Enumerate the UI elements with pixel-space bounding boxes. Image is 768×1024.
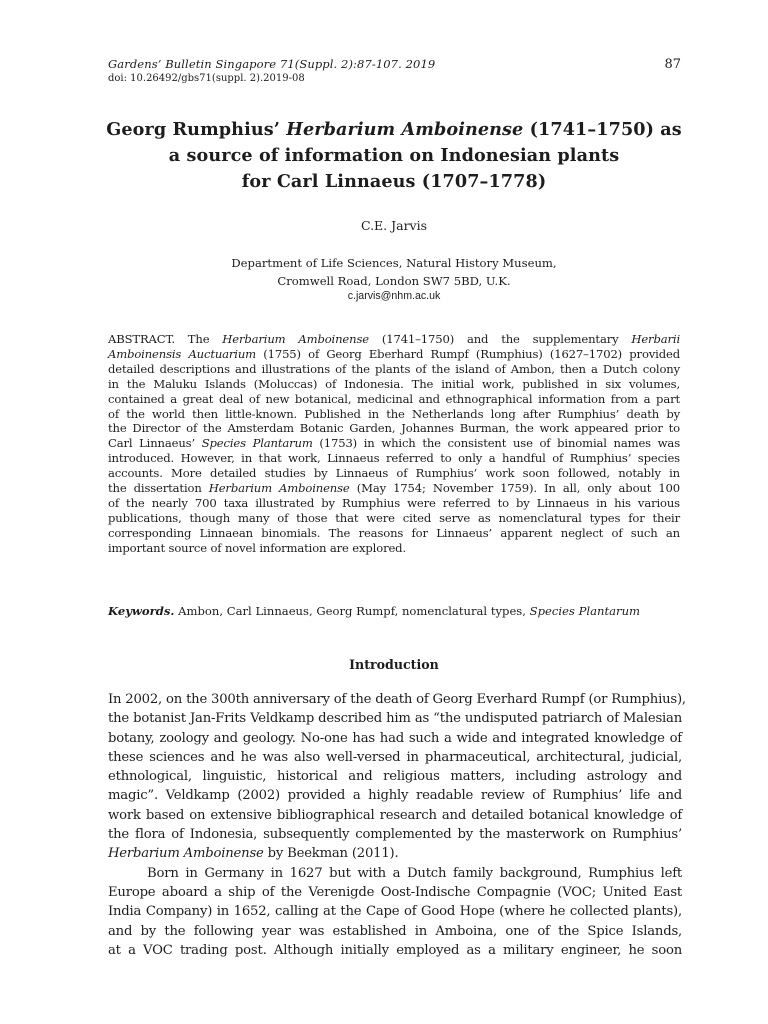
body-line: the botanist Jan-Frits Veldkamp described him as “the undisputed patriarch of Malesian xyxy=(108,711,682,727)
body-line: at a VOC trading post. Although initially employed as a military engineer, he soon xyxy=(108,942,682,958)
abstract-line: of the nearly 700 taxa illustrated by Rumphius were referred to by Linnaeus in his various xyxy=(108,495,680,510)
body-line: these sciences and he was also well-versed in pharmaceutical, architectural, judicial, xyxy=(108,749,682,765)
doi: doi: 10.26492/gbs71(suppl. 2).2019-08 xyxy=(108,73,305,84)
abstract-line: accounts. More detailed studies by Linnaeus of Rumphius’ work soon followed, notably in xyxy=(108,466,680,481)
abstract-line: the dissertation Herbarium Amboinense (May 1754; November 1759). In all, only about 100 xyxy=(108,481,680,496)
keywords: Keywords. Ambon, Carl Linnaeus, Georg Rumpf, nomenclatural types, Species Plantarum xyxy=(108,604,641,618)
abstract-line: publications, though many of those that were cited serve as nomenclatural types for their xyxy=(108,510,680,525)
abstract-line: detailed descriptions and illustrations of the plants of the island of Ambon, then a Dutch colony xyxy=(108,361,680,376)
abstract-line: of the world then little-known. Published in the Netherlands long after Rumphius’ death by xyxy=(108,406,680,421)
abstract-line: contained a great deal of new botanical, medicinal and ethnographical information from a part xyxy=(108,391,680,406)
abstract-line: introduced. However, in that work, Linnaeus referred to only a handful of Rumphius’ species xyxy=(108,451,680,466)
affiliation: Department of Life Sciences, Natural History Museum, Cromwell Road, London SW7 5BD, U.K. xyxy=(231,256,557,288)
abstract-line: the Director of the Amsterdam Botanic Garden, Johannes Burman, the work appeared prior to xyxy=(108,421,680,436)
body-line: and by the following year was established in Amboina, one of the Spice Islands, xyxy=(108,923,682,939)
abstract-line: in the Maluku Islands (Moluccas) of Indonesia. The initial work, published in six volumes, xyxy=(108,376,680,391)
body-text xyxy=(108,690,686,960)
abstract-line: important source of novel information are explored. xyxy=(108,540,406,555)
abstract xyxy=(108,332,680,556)
abstract-line: ABSTRACT. The Herbarium Amboinense (1741–1750) and the supplementary Herbarii xyxy=(108,332,680,346)
article-title xyxy=(100,117,688,195)
body-line: Herbarium Amboinense by Beekman (2011). xyxy=(108,846,399,862)
abstract-line: Carl Linnaeus’ Species Plantarum (1753) in which the consistent use of binomial names was xyxy=(108,436,680,451)
abstract-line: corresponding Linnaean binomials. The reasons for Linnaeus’ apparent neglect of such an xyxy=(108,525,680,540)
body-line: work based on extensive bibliographical research and detailed botanical knowledge of xyxy=(108,807,682,823)
body-line: botany, zoology and geology. No-one has had such a wide and integrated knowledge of xyxy=(108,730,682,746)
author-name: C.E. Jarvis xyxy=(360,218,428,233)
section-heading: Introduction xyxy=(349,657,439,672)
author-email: c.jarvis@nhm.ac.uk xyxy=(347,290,441,302)
body-line: In 2002, on the 300th anniversary of the death of Georg Everhard Rumpf (or Rumphius), xyxy=(108,692,686,707)
abstract-line: Amboinensis Auctuarium (1755) of Georg Eberhard Rumpf (Rumphius) (1627–1702) provided xyxy=(108,346,680,361)
body-line: magic”. Veldkamp (2002) provided a highly readable review of Rumphius’ life and xyxy=(108,788,682,804)
title-line: Georg Rumphius’ Herbarium Amboinense (1741–1750) as xyxy=(106,119,682,140)
keywords-label: Keywords. xyxy=(108,604,175,618)
running-head: Gardens’ Bulletin Singapore 71(Suppl. 2):87-107. 2019 xyxy=(108,57,436,71)
body-line: India Company) in 1652, calling at the Cape of Good Hope (where he collected plants), xyxy=(108,904,682,920)
body-line: the flora of Indonesia, subsequently complemented by the masterwork on Rumphius’ xyxy=(108,827,682,843)
body-line: ethnological, linguistic, historical and religious matters, including astrology and xyxy=(108,769,682,785)
title-line: for Carl Linnaeus (1707–1778) xyxy=(241,171,547,192)
page-number: 87 xyxy=(664,57,681,72)
body-line: Born in Germany in 1627 but with a Dutch family background, Rumphius left xyxy=(147,865,682,881)
body-line: Europe aboard a ship of the Verenigde Oost-Indische Compagnie (VOC; United East xyxy=(108,884,682,900)
title-line: a source of information on Indonesian plants xyxy=(168,145,620,166)
